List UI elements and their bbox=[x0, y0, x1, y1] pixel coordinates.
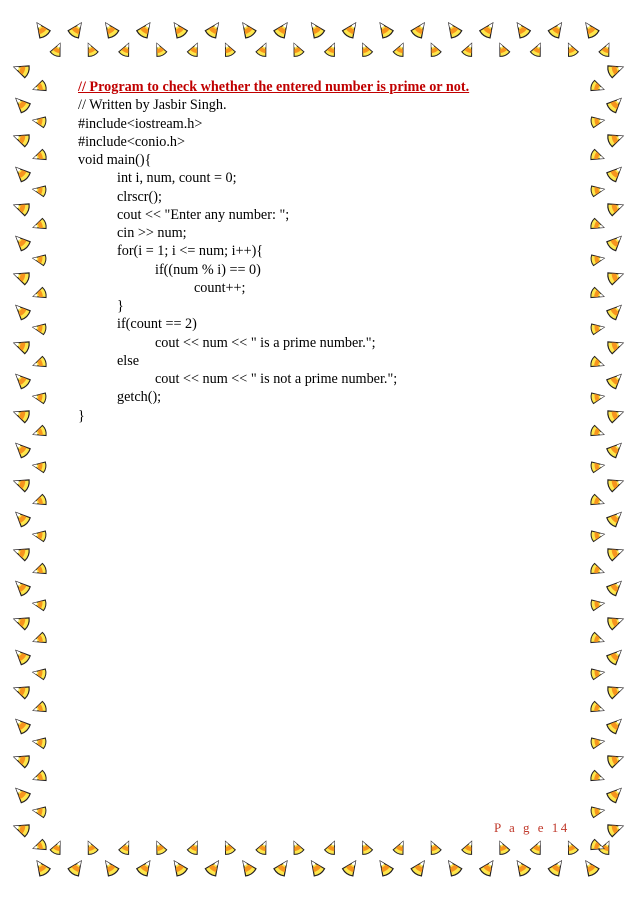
candy-corn-icon bbox=[590, 529, 605, 542]
candy-corn-icon bbox=[461, 839, 476, 855]
code-line: if(count == 2) bbox=[117, 316, 197, 333]
candy-corn-icon bbox=[358, 41, 373, 57]
candy-corn-icon bbox=[606, 268, 625, 285]
candy-corn-icon bbox=[606, 337, 625, 354]
candy-corn-icon bbox=[590, 218, 606, 233]
candy-corn-icon bbox=[187, 839, 202, 855]
code-line: #include<iostream.h> bbox=[78, 115, 203, 132]
candy-corn-icon bbox=[238, 20, 257, 40]
candy-corn-icon bbox=[12, 751, 31, 768]
candy-corn-icon bbox=[101, 20, 120, 40]
candy-corn-icon bbox=[12, 406, 31, 423]
candy-corn-icon bbox=[273, 858, 292, 878]
candy-corn-icon bbox=[50, 839, 65, 855]
candy-corn-icon bbox=[358, 839, 373, 855]
candy-corn-icon bbox=[606, 715, 626, 735]
code-line: } bbox=[78, 407, 85, 424]
candy-corn-icon bbox=[606, 820, 625, 837]
candy-corn-icon bbox=[393, 41, 408, 57]
candy-corn-icon bbox=[12, 820, 31, 837]
candy-corn-icon bbox=[606, 784, 626, 804]
code-line: // Written by Jasbir Singh. bbox=[78, 97, 227, 114]
candy-corn-icon bbox=[32, 736, 47, 749]
code-line: // Program to check whether the entered number is prime or not. bbox=[78, 79, 470, 95]
candy-corn-icon bbox=[590, 287, 606, 302]
candy-corn-icon bbox=[444, 20, 463, 40]
candy-corn-icon bbox=[204, 858, 223, 878]
code-line: #include<conio.h> bbox=[78, 133, 186, 150]
candy-corn-icon bbox=[204, 20, 223, 40]
candy-corn-icon bbox=[598, 41, 613, 57]
candy-corn-icon bbox=[606, 613, 625, 630]
candy-corn-icon bbox=[32, 20, 51, 40]
candy-corn-icon bbox=[342, 858, 361, 878]
candy-corn-icon bbox=[410, 858, 429, 878]
code-listing bbox=[78, 78, 558, 425]
candy-corn-icon bbox=[273, 20, 292, 40]
candy-corn-icon bbox=[590, 701, 606, 716]
candy-corn-icon bbox=[12, 199, 31, 216]
candy-corn-icon bbox=[31, 839, 47, 854]
candy-corn-icon bbox=[32, 391, 47, 404]
candy-corn-icon bbox=[606, 163, 626, 183]
candy-corn-icon bbox=[495, 41, 510, 57]
candy-corn-icon bbox=[31, 701, 47, 716]
candy-corn-icon bbox=[32, 858, 51, 878]
candy-corn-icon bbox=[324, 41, 339, 57]
candy-corn-icon bbox=[136, 858, 155, 878]
candy-corn-icon bbox=[255, 839, 270, 855]
candy-corn-icon bbox=[495, 839, 510, 855]
candy-corn-icon bbox=[83, 839, 98, 855]
candy-corn-icon bbox=[12, 61, 31, 78]
candy-corn-icon bbox=[31, 149, 47, 164]
candy-corn-icon bbox=[590, 667, 605, 680]
candy-corn-icon bbox=[444, 858, 463, 878]
candy-corn-icon bbox=[152, 839, 167, 855]
code-line: for(i = 1; i <= num; i++){ bbox=[117, 243, 264, 260]
candy-corn-icon bbox=[12, 337, 31, 354]
candy-corn-icon bbox=[12, 130, 31, 147]
candy-corn-icon bbox=[606, 646, 626, 666]
candy-corn-icon bbox=[590, 253, 605, 266]
code-line: cout << num << " is a prime number."; bbox=[155, 334, 376, 351]
candy-corn-icon bbox=[32, 184, 47, 197]
candy-corn-icon bbox=[152, 41, 167, 57]
candy-corn-icon bbox=[238, 858, 257, 878]
candy-corn-icon bbox=[12, 475, 31, 492]
candy-corn-icon bbox=[324, 839, 339, 855]
candy-corn-icon bbox=[31, 80, 47, 95]
candy-corn-icon bbox=[12, 544, 31, 561]
candy-corn-icon bbox=[606, 439, 626, 459]
code-line: cout << num << " is not a prime number."; bbox=[155, 371, 398, 387]
candy-corn-icon bbox=[606, 577, 626, 597]
candy-corn-icon bbox=[31, 632, 47, 647]
code-line: cin >> num; bbox=[117, 225, 187, 241]
candy-corn-icon bbox=[547, 20, 566, 40]
candy-corn-icon bbox=[306, 858, 325, 878]
candy-corn-icon bbox=[221, 839, 236, 855]
candy-corn-icon bbox=[606, 301, 626, 321]
candy-corn-icon bbox=[590, 598, 605, 611]
candy-corn-icon bbox=[12, 577, 32, 597]
candy-corn-icon bbox=[590, 425, 606, 440]
candy-corn-icon bbox=[479, 20, 498, 40]
candy-corn-icon bbox=[606, 94, 626, 114]
candy-corn-icon bbox=[590, 391, 605, 404]
candy-corn-icon bbox=[590, 770, 606, 785]
candy-corn-icon bbox=[255, 41, 270, 57]
candy-corn-icon bbox=[606, 508, 626, 528]
candy-corn-icon bbox=[169, 20, 188, 40]
candy-corn-icon bbox=[590, 322, 605, 335]
candy-corn-icon bbox=[410, 20, 429, 40]
candy-corn-icon bbox=[221, 41, 236, 57]
candy-corn-icon bbox=[512, 858, 531, 878]
candy-corn-icon bbox=[606, 751, 625, 768]
candy-corn-icon bbox=[590, 356, 606, 371]
candy-corn-icon bbox=[12, 439, 32, 459]
candy-corn-icon bbox=[590, 736, 605, 749]
candy-corn-icon bbox=[12, 268, 31, 285]
candy-corn-icon bbox=[590, 115, 605, 128]
candy-corn-icon bbox=[32, 529, 47, 542]
candy-corn-icon bbox=[461, 41, 476, 57]
candy-corn-icon bbox=[590, 494, 606, 509]
candy-corn-icon bbox=[564, 41, 579, 57]
candy-corn-icon bbox=[581, 858, 600, 878]
code-line: if((num % i) == 0) bbox=[155, 261, 261, 278]
candy-corn-icon bbox=[12, 682, 31, 699]
candy-corn-icon bbox=[581, 20, 600, 40]
candy-corn-icon bbox=[426, 41, 441, 57]
candy-corn-icon bbox=[32, 253, 47, 266]
candy-corn-icon bbox=[31, 218, 47, 233]
candy-corn-icon bbox=[606, 544, 625, 561]
candy-corn-icon bbox=[31, 770, 47, 785]
candy-corn-icon bbox=[32, 115, 47, 128]
candy-corn-icon bbox=[32, 667, 47, 680]
candy-corn-icon bbox=[289, 41, 304, 57]
candy-corn-icon bbox=[12, 613, 31, 630]
candy-corn-icon bbox=[31, 563, 47, 578]
candy-corn-icon bbox=[67, 858, 86, 878]
candy-corn-icon bbox=[118, 839, 133, 855]
candy-corn-icon bbox=[32, 598, 47, 611]
candy-corn-icon bbox=[12, 163, 32, 183]
candy-corn-icon bbox=[187, 41, 202, 57]
candy-corn-icon bbox=[50, 41, 65, 57]
candy-corn-icon bbox=[83, 41, 98, 57]
candy-corn-icon bbox=[479, 858, 498, 878]
candy-corn-icon bbox=[101, 858, 120, 878]
candy-corn-icon bbox=[67, 20, 86, 40]
candy-corn-icon bbox=[306, 20, 325, 40]
candy-corn-icon bbox=[530, 41, 545, 57]
code-line: clrscr(); bbox=[117, 188, 162, 205]
candy-corn-icon bbox=[12, 370, 32, 390]
candy-corn-icon bbox=[169, 858, 188, 878]
candy-corn-icon bbox=[289, 839, 304, 855]
candy-corn-icon bbox=[606, 61, 625, 78]
candy-corn-icon bbox=[375, 20, 394, 40]
candy-corn-icon bbox=[12, 232, 32, 252]
code-line: cout << "Enter any number: "; bbox=[117, 206, 290, 223]
candy-corn-icon bbox=[606, 682, 625, 699]
code-line: count++; bbox=[194, 279, 246, 296]
candy-corn-icon bbox=[31, 494, 47, 509]
candy-corn-icon bbox=[606, 199, 625, 216]
candy-corn-icon bbox=[590, 563, 606, 578]
candy-corn-icon bbox=[31, 425, 47, 440]
candy-corn-icon bbox=[136, 20, 155, 40]
code-line: int i, num, count = 0; bbox=[117, 170, 237, 187]
candy-corn-icon bbox=[606, 130, 625, 147]
candy-corn-icon bbox=[12, 784, 32, 804]
candy-corn-icon bbox=[342, 20, 361, 40]
candy-corn-icon bbox=[426, 839, 441, 855]
candy-corn-icon bbox=[547, 858, 566, 878]
candy-corn-icon bbox=[32, 805, 47, 818]
candy-corn-icon bbox=[393, 839, 408, 855]
candy-corn-icon bbox=[31, 287, 47, 302]
code-line: else bbox=[117, 352, 140, 369]
candy-corn-icon bbox=[375, 858, 394, 878]
candy-corn-icon bbox=[606, 370, 626, 390]
code-line: getch(); bbox=[117, 389, 162, 406]
candy-corn-icon bbox=[12, 646, 32, 666]
candy-corn-icon bbox=[32, 460, 47, 473]
candy-corn-icon bbox=[606, 475, 625, 492]
candy-corn-icon bbox=[590, 460, 605, 473]
candy-corn-icon bbox=[590, 632, 606, 647]
candy-corn-icon bbox=[32, 322, 47, 335]
candy-corn-icon bbox=[12, 715, 32, 735]
candy-corn-icon bbox=[512, 20, 531, 40]
candy-corn-icon bbox=[12, 508, 32, 528]
candy-corn-icon bbox=[12, 94, 32, 114]
code-line: } bbox=[117, 298, 124, 314]
candy-corn-icon bbox=[564, 839, 579, 855]
candy-corn-icon bbox=[31, 356, 47, 371]
candy-corn-icon bbox=[606, 232, 626, 252]
candy-corn-icon bbox=[590, 184, 605, 197]
candy-corn-icon bbox=[590, 149, 606, 164]
candy-corn-icon bbox=[530, 839, 545, 855]
candy-corn-icon bbox=[12, 301, 32, 321]
candy-corn-icon bbox=[606, 406, 625, 423]
page-number: P a g e 14 bbox=[494, 820, 570, 835]
candy-corn-icon bbox=[118, 41, 133, 57]
code-line: void main(){ bbox=[78, 152, 152, 168]
candy-corn-icon bbox=[590, 80, 606, 95]
candy-corn-icon bbox=[590, 805, 605, 818]
